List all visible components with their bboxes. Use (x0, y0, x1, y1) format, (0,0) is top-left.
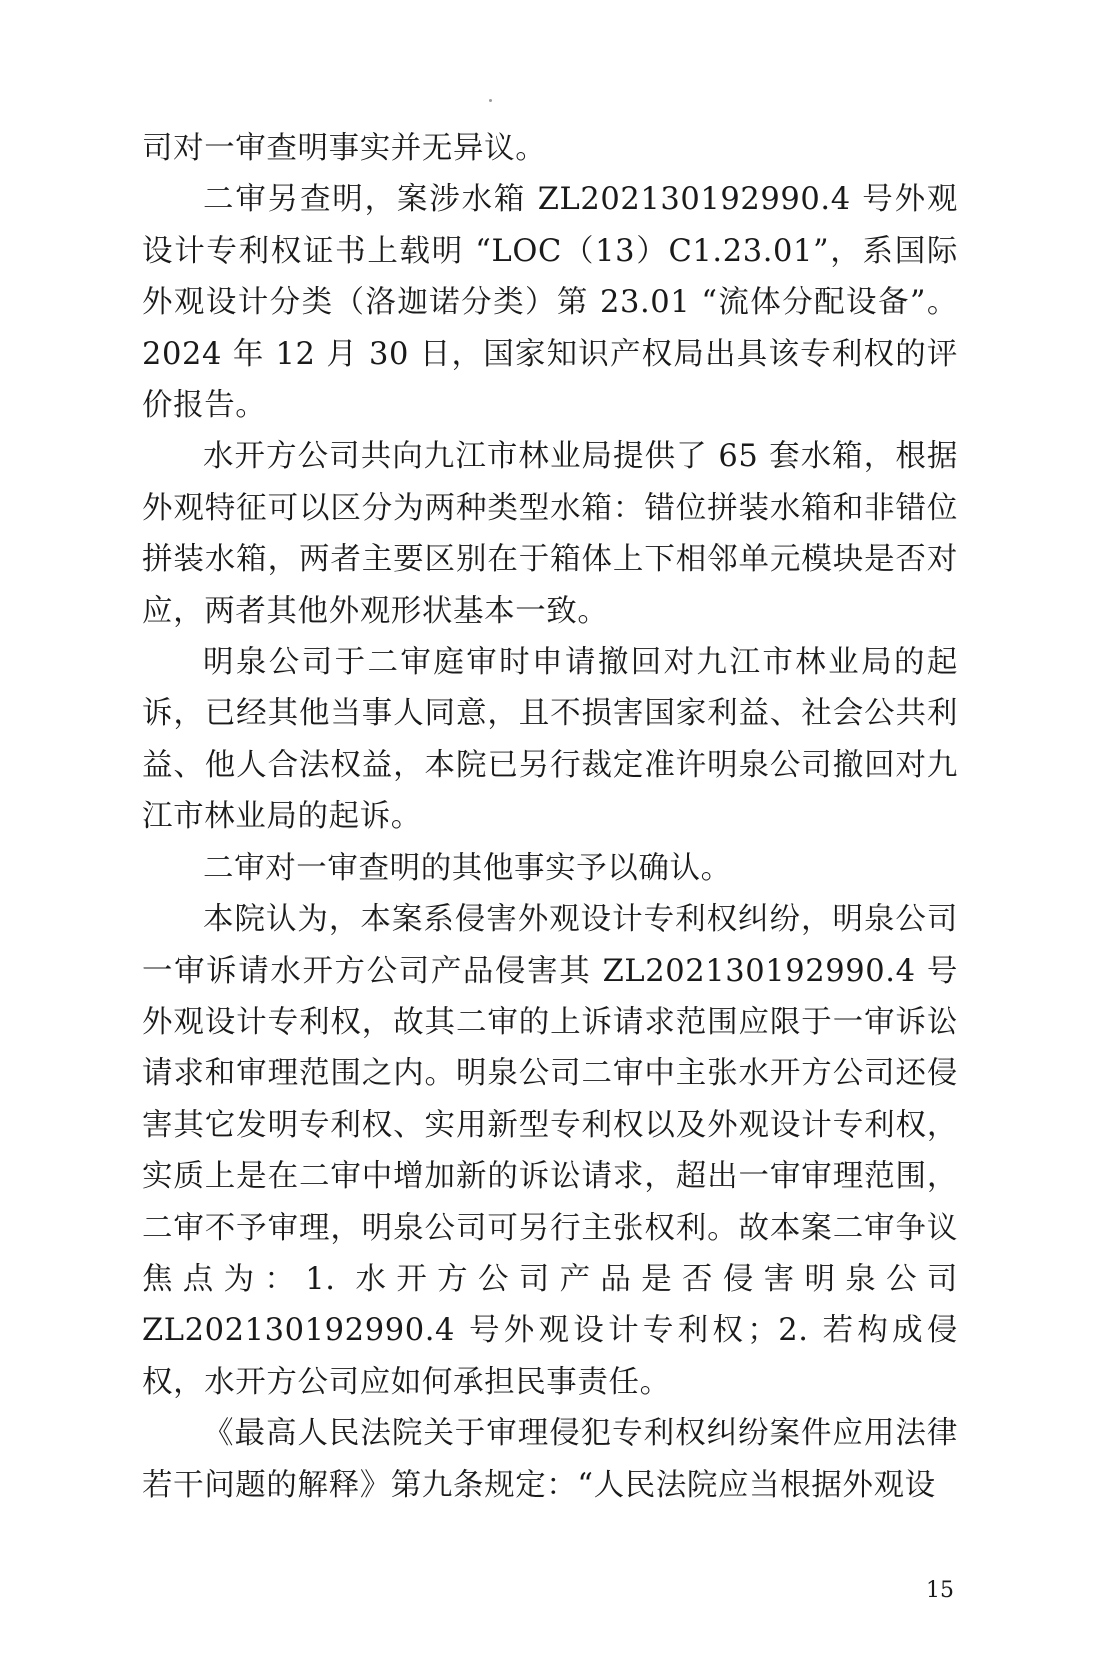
paragraph-interpretation: 《最高人民法院关于审理侵犯专利权纠纷案件应用法律若干问题的解释》第九条规定：“人民法院应当根据外观设 (142, 1416, 958, 1503)
paragraph-confirmation: 二审对一审查明的其他事实予以确认。 (203, 850, 732, 886)
paragraph-water-tanks: 水开方公司共向九江市林业局提供了 65 套水箱，根据外观特征可以区分为两种类型水箱：错位拼装水箱和非错位拼装水箱，两者主要区别在于箱体上下相邻单元模块是否对应，两者其他外观形状基本一致。 (142, 439, 958, 629)
scan-speck (489, 99, 492, 102)
paragraph-court-opinion: 本院认为，本案系侵害外观设计专利权纠纷，明泉公司一审诉请水开方公司产品侵害其 ZL202130192990.4 号外观设计专利权，故其二审的上诉请求范围应限于一审诉讼请求和审理范围之内。明泉公司二审中主张水开方公司还侵害其它发明专利权、实用新型专利权以及外观设计专利权，实质上是在二审中增加新的诉讼请求，超出一审审理范围，二审不予审理，明泉公司可另行主张权利。故本案二审争议焦点为：1. 水开方公司产品是否侵害明泉公司 ZL202130192990.4 号外观设计专利权；2. 若构成侵权，水开方公司应如何承担民事责任。 (142, 902, 958, 1400)
paragraph-withdrawal: 明泉公司于二审庭审时申请撤回对九江市林业局的起诉，已经其他当事人同意，且不损害国家利益、社会公共利益、他人合法权益，本院已另行裁定准许明泉公司撤回对九江市林业局的起诉。 (142, 645, 958, 835)
document-body (142, 123, 958, 1511)
page-number: 15 (926, 1578, 954, 1603)
paragraph-continuation: 司对一审查明事实并无异议。 (142, 131, 547, 166)
paragraph-second-instance-findings: 二审另查明，案涉水箱 ZL202130192990.4 号外观设计专利权证书上载明 “LOC（13）C1.23.01”，系国际外观设计分类（洛迦诺分类）第 23.01 “流体分配设备”。2024 年 12 月 30 日，国家知识产权局出具该专利权的评价报告。 (142, 182, 958, 424)
